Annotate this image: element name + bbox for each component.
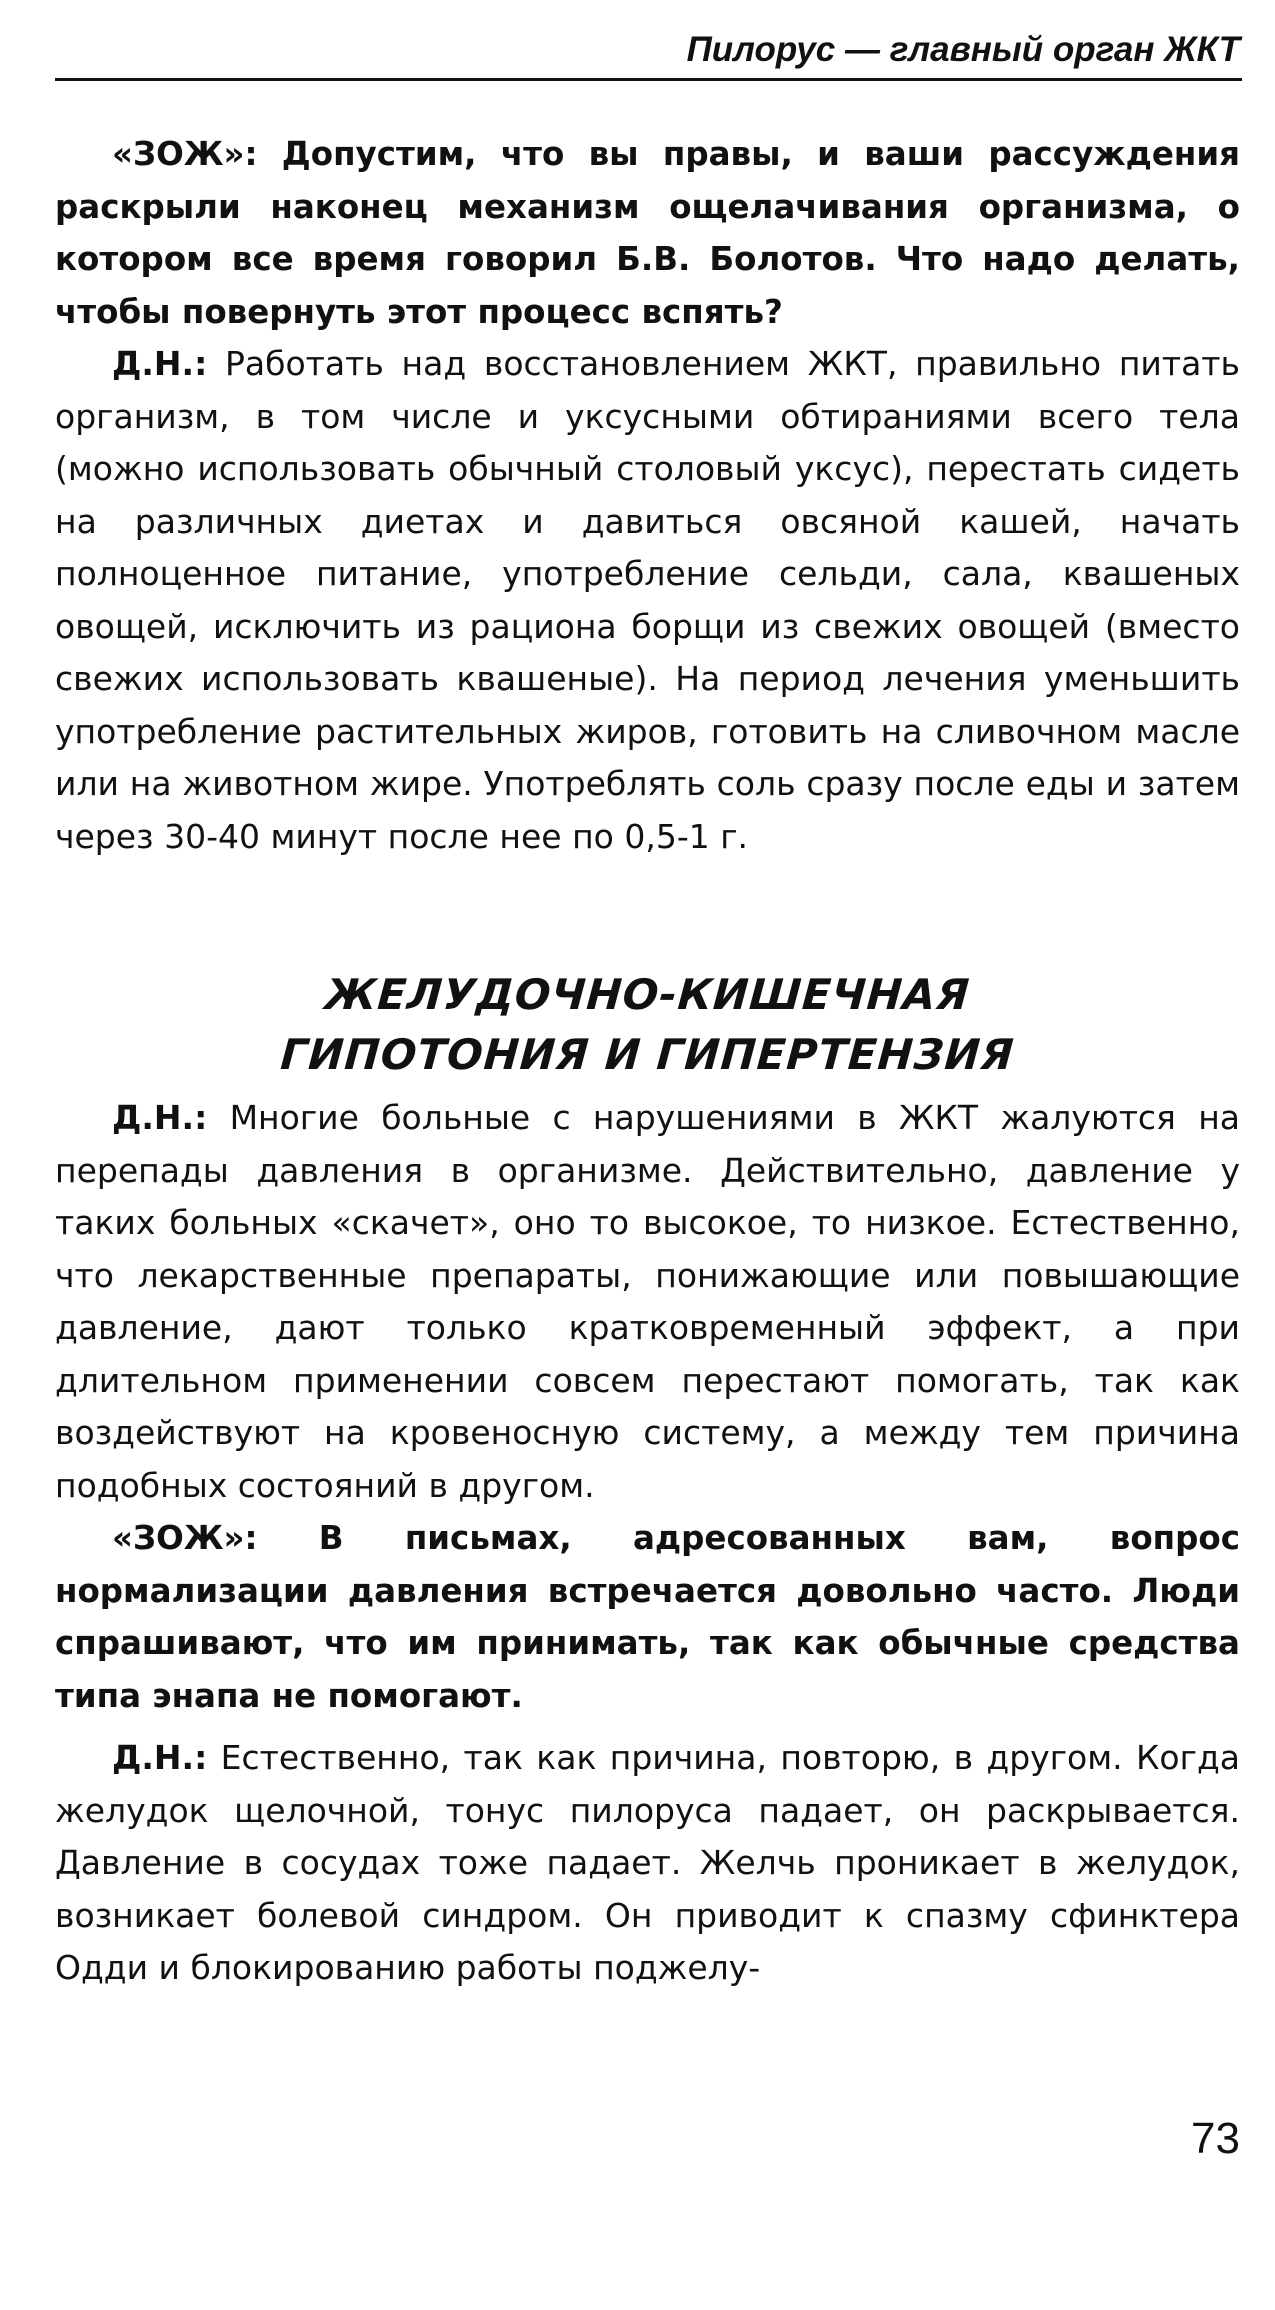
answer-text: Работать над восстановлением ЖКТ, правильно питать организм, в том числе и уксусными обтираниями всего тела (можно использовать обычный столовый уксус), перестать сидеть на различных диетах и давиться овсяной кашей, начать полноценное питание, употребление сельди, сала, квашеных овощей, исключить из рациона борщи из свежих овощей (вместо свежих использовать квашеные). На период лечения уменьшить употребление растительных жиров, готовить на сливочном масле или на животном жире. Употреблять соль сразу после еды и затем через 30-40 минут после нее по 0,5-1 г. [55,344,1240,856]
speaker-label: Д.Н.: [112,1098,208,1137]
question-paragraph: «ЗОЖ»: В письмах, адресованных вам, вопрос нормализации давления встречается довольно часто. Люди спрашивают, что им принимать, так как обычные средства типа энапа не помогают. [55,1519,1240,1715]
header-rule [55,78,1242,81]
text-block-top [55,128,1240,863]
answer-paragraph [55,1092,1240,1512]
question-paragraph: «ЗОЖ»: Допустим, что вы правы, и ваши рассуждения раскрыли наконец механизм ощелачивания организма, о котором все время говорил Б.В. Болотов. Что надо делать, чтобы повернуть этот процесс вспять? [55,135,1240,331]
text-block-bottom [55,1092,1240,1995]
speaker-label: Д.Н.: [112,344,208,383]
speaker-label: Д.Н.: [112,1738,208,1777]
section-heading-line-2: ГИПОТОНИЯ И ГИПЕРТЕНЗИЯ [279,1030,1016,1079]
running-head: Пилорус — главный орган ЖКТ [686,30,1240,69]
answer-text: Естественно, так как причина, повторю, в другом. Когда желудок щелочной, тонус пилоруса падает, он раскрывается. Давление в сосудах тоже падает. Желчь проникает в желудок, возникает болевой синдром. Он приводит к спазму сфинктера Одди и блокированию работы поджелу- [55,1738,1240,1987]
answer-text: Многие больные с нарушениями в ЖКТ жалуются на перепады давления в организме. Действительно, давление у таких больных «скачет», оно то высокое, то низкое. Естественно, что лекарственные препараты, понижающие или повышающие давление, дают только кратковременный эффект, а при длительном применении совсем перестают помогать, так как воздействуют на кровеносную систему, а между тем причина подобных состояний в другом. [55,1098,1240,1505]
page-number: 73 [1191,2114,1240,2163]
section-heading [55,965,1240,1085]
answer-paragraph [55,338,1240,863]
section-heading-line-1: ЖЕЛУДОЧНО-КИШЕЧНАЯ [323,970,972,1019]
answer-paragraph [55,1732,1240,1995]
